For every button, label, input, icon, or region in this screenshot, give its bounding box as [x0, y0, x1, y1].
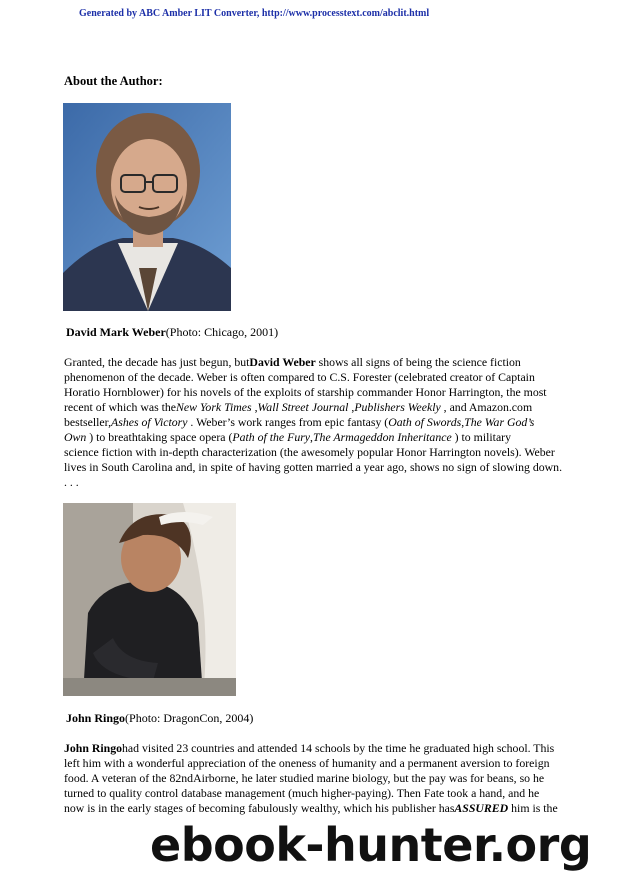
bio1-text: . Weber’s work ranges from epic fantasy ( [187, 415, 389, 429]
author1-name: David Mark Weber [66, 325, 166, 339]
bio2-text: him is the [508, 801, 558, 815]
author2-bio [64, 741, 564, 816]
bio1-author-name: David Weber [249, 355, 316, 369]
bio1-text: phenomenon of the decade. Weber is often compared to C.S. Forester (celebrated creator of Captain [64, 370, 535, 384]
bio1-text: , [348, 400, 355, 414]
john-ringo-photo [63, 503, 236, 696]
bio1-text: bestseller, [64, 415, 112, 429]
bio1-title: Wall Street Journal [257, 400, 349, 414]
bio1-text: lives in South Carolina and, in spite of having gotten married a year ago, shows no sign of slowing down. [64, 460, 563, 474]
bio2-text: food. A veteran of the 82ndAirborne, he later studied marine biology, but the pay was for beans, so he [64, 771, 545, 785]
bio1-text: , [310, 430, 313, 444]
about-author-heading: About the Author: [64, 74, 163, 88]
bio1-title: Oath of Swords [388, 415, 462, 429]
bio1-text: ) to military [451, 430, 512, 444]
bio1-text: science fiction with in-depth characterization (the awesomely popular Honor Harrington novels). Weber [64, 445, 555, 459]
bio1-text: recent of which was the [64, 400, 177, 414]
bio1-title: Path of the Fury [232, 430, 311, 444]
david-weber-photo [63, 103, 231, 311]
watermark-text: ebook-hunter.org [150, 818, 592, 872]
bio1-title: Ashes of Victory [111, 415, 188, 429]
bio1-title: The Armageddon Inheritance [313, 430, 452, 444]
bio1-title: Own [64, 430, 87, 444]
author1-caption [66, 325, 278, 340]
bio1-text: ) to breathtaking space opera ( [86, 430, 233, 444]
author2-caption [66, 711, 253, 726]
bio1-text: , and Amazon.com [440, 400, 533, 414]
bio2-text: left him with a wonderful appreciation of the oneness of humanity and a permanent aversion to foreign [64, 756, 550, 770]
bio1-title: New York Times [176, 400, 252, 414]
author2-photo-credit: (Photo: DragonCon, 2004) [125, 711, 254, 725]
author1-photo-credit: (Photo: Chicago, 2001) [165, 325, 279, 339]
bio1-text: , [461, 415, 465, 429]
bio2-text: turned to quality control database management (much higher-paying). Then Fate took a hand, and he [64, 786, 540, 800]
bio1-text: shows all signs of being the science fiction [315, 355, 521, 369]
bio1-text: Horatio Hornblower) for his novels of the exploits of starship commander Honor Harrington, the most [64, 385, 547, 399]
author2-name: John Ringo [66, 711, 126, 725]
bio1-text: . . . [64, 475, 79, 489]
bio1-title: Publishers Weekly [354, 400, 441, 414]
bio2-emphasis: ASSURED [454, 801, 509, 815]
bio2-author-name: John Ringo [64, 741, 123, 755]
author1-bio [64, 355, 564, 490]
bio1-title: The War God’s [464, 415, 535, 429]
converter-header-note: Generated by ABC Amber LIT Converter, http://www.processtext.com/abclit.html [79, 8, 430, 19]
bio2-text: had visited 23 countries and attended 14 schools by the time he graduated high school. This [122, 741, 555, 755]
bio2-text: now is in the early stages of becoming fabulously wealthy, which his publisher has [64, 801, 455, 815]
bio1-text: , [251, 400, 258, 414]
bio1-text: Granted, the decade has just begun, but [64, 355, 250, 369]
